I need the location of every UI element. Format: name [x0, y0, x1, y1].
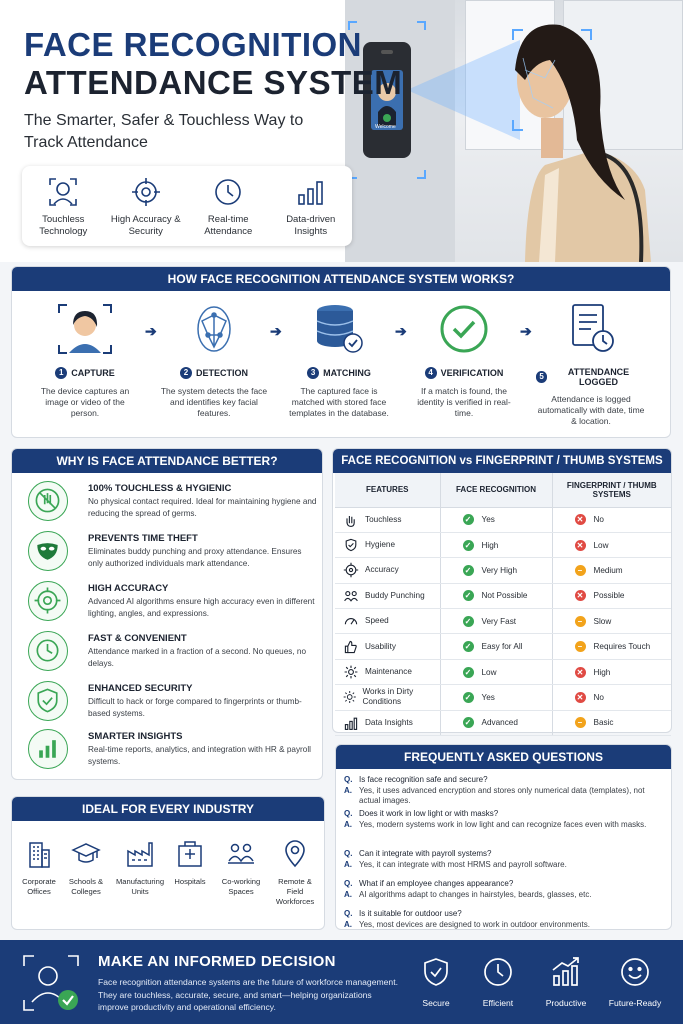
footer-item-label: Efficient — [482, 998, 514, 1008]
faq-answer: AI algorithms adapt to changes in hairstyles, beards, glasses, etc. — [359, 889, 592, 899]
coworking-icon — [226, 839, 256, 869]
step-verification — [409, 301, 519, 419]
arrow-right-icon: ➔ — [270, 323, 282, 339]
feature-name: Buddy Punching — [365, 590, 425, 600]
faq-question: What if an employee changes appearance? — [359, 879, 514, 888]
comparison-row — [335, 710, 671, 735]
industry-label: Schools & Colleges — [68, 877, 104, 896]
step-title: CAPTURE — [71, 368, 115, 378]
graduation-cap-icon — [71, 839, 101, 869]
answer-marker: A. — [344, 919, 352, 929]
industry-item — [164, 839, 216, 887]
question-marker: Q. — [344, 775, 353, 784]
industry-label: Hospitals — [174, 877, 206, 886]
shield-icon — [343, 537, 359, 553]
status-medium-icon: – — [575, 641, 586, 652]
hand-icon — [343, 512, 359, 528]
smile-icon — [619, 956, 651, 988]
industry-item — [269, 839, 321, 907]
device-status-text: Welcome — [375, 124, 396, 130]
no-touch-icon — [29, 482, 66, 519]
answer-marker: A. — [344, 859, 352, 869]
faq-section — [335, 744, 672, 930]
hero-illustration — [345, 0, 683, 262]
why-item — [28, 481, 318, 527]
faq-question: Can it integrate with payroll systems? — [359, 849, 492, 858]
status-medium-icon: – — [575, 616, 586, 627]
status-good-icon: ✓ — [463, 514, 474, 525]
hero-feature-label: High Accuracy & Security — [110, 214, 181, 237]
faq-question: Is it suitable for outdoor use? — [359, 909, 462, 918]
faq-item — [344, 849, 664, 870]
hero-feature-item — [24, 176, 102, 246]
footer-item-label: Secure — [422, 998, 450, 1008]
question-marker: Q. — [344, 809, 353, 818]
why-item-desc: Real-time reports, analytics, and integration with HR & payroll systems. — [88, 745, 311, 766]
bar-chart-icon — [343, 715, 359, 731]
comparison-section — [332, 448, 672, 733]
feature-name: Usability — [365, 641, 396, 651]
feature-name: Hygiene — [365, 540, 396, 550]
shield-icon — [421, 956, 451, 988]
step-matching — [284, 301, 394, 419]
gear-icon — [343, 664, 359, 680]
hero-section — [0, 0, 683, 262]
step-title: DETECTION — [195, 368, 248, 378]
location-pin-icon — [280, 839, 310, 869]
growth-chart-icon — [550, 956, 582, 988]
face-value: Very Fast — [481, 616, 517, 626]
arrow-right-icon: ➔ — [395, 323, 407, 339]
face-value: Low — [481, 667, 497, 677]
how-it-works-section — [11, 266, 671, 438]
step-number: 1 — [55, 367, 67, 379]
faq-question: Is face recognition safe and secure? — [359, 775, 488, 784]
industry-item — [215, 839, 267, 897]
face-value: Not Possible — [481, 591, 528, 601]
building-icon — [24, 839, 54, 869]
why-item-desc: Eliminates buddy punching and proxy attendance. Ensures only authorized individuals mark attendance. — [88, 547, 302, 568]
face-value: High — [481, 540, 499, 550]
hero-feature-label: Touchless Technology — [39, 214, 88, 237]
page-subtitle: The Smarter, Safer & Touchless Way to Track Attendance — [24, 112, 304, 151]
industry-item — [13, 839, 65, 897]
why-item-title: HIGH ACCURACY — [88, 583, 169, 594]
step-description: The system detects the face and identifies key facial features. — [160, 386, 268, 418]
why-better-section — [11, 448, 323, 780]
status-good-icon: ✓ — [463, 540, 474, 551]
sun-icon — [343, 689, 356, 705]
people-icon — [343, 588, 359, 604]
hospital-icon — [175, 839, 205, 869]
why-item — [28, 681, 318, 727]
industry-label: Co-working Spaces — [221, 877, 261, 896]
why-item — [28, 531, 318, 577]
hero-feature-label: Data-driven Insights — [286, 214, 336, 237]
status-good-icon: ✓ — [463, 565, 474, 576]
hero-photo — [345, 0, 683, 262]
question-marker: Q. — [344, 849, 353, 858]
column-header-face: FACE RECOGNITION — [440, 473, 552, 507]
bar-chart-icon — [29, 730, 66, 767]
footer-item-efficient — [468, 956, 528, 1008]
status-bad-icon: ✕ — [575, 540, 586, 551]
feature-name: Works in Dirty Conditions — [362, 687, 414, 707]
industry-label: Manufacturing Units — [115, 877, 165, 896]
why-item-title: SMARTER INSIGHTS — [88, 731, 183, 742]
clock-icon — [29, 632, 66, 669]
why-item-desc: Difficult to hack or forge compared to fingerprints or thumb-based systems. — [88, 697, 302, 718]
hero-features-card — [22, 166, 352, 246]
document-clock-icon — [561, 301, 621, 357]
footer-item-secure — [406, 956, 466, 1008]
fingerprint-value: No — [593, 692, 604, 702]
why-item-desc: No physical contact required. Ideal for maintaining hygiene and reducing the spread of germs. — [88, 497, 317, 518]
step-capture — [30, 301, 140, 419]
faq-question: Does it work in low light or with masks? — [359, 809, 499, 818]
clock-icon — [482, 956, 514, 988]
status-good-icon: ✓ — [463, 590, 474, 601]
status-good-icon: ✓ — [463, 717, 474, 728]
footer-banner — [0, 940, 683, 1024]
industry-label: Corporate Offices — [22, 877, 56, 896]
industry-item — [114, 839, 166, 897]
step-number: 5 — [536, 371, 547, 383]
comparison-row — [335, 634, 671, 659]
status-bad-icon: ✕ — [575, 590, 586, 601]
fingerprint-value: Basic — [593, 718, 614, 728]
arrow-right-icon: ➔ — [520, 323, 532, 339]
footer-item-label: Future-Ready — [608, 998, 662, 1008]
face-value: Yes — [481, 515, 495, 525]
status-good-icon: ✓ — [463, 641, 474, 652]
fingerprint-value: Medium — [593, 565, 623, 575]
faq-heading: FREQUENTLY ASKED QUESTIONS — [336, 745, 671, 769]
comparison-row — [335, 507, 671, 532]
comparison-row — [335, 609, 671, 634]
fingerprint-value: No — [593, 515, 604, 525]
answer-marker: A. — [344, 785, 352, 795]
faq-item — [344, 775, 664, 807]
target-icon — [130, 176, 162, 208]
face-value: Yes — [481, 692, 495, 702]
comparison-heading: FACE RECOGNITION vs FINGERPRINT / THUMB SYSTEMS — [333, 449, 671, 473]
question-marker: Q. — [344, 879, 353, 888]
page-title-line1: FACE RECOGNITION — [24, 26, 363, 63]
why-item — [28, 631, 318, 677]
hero-feature-item — [189, 176, 267, 246]
industry-section — [11, 796, 325, 930]
step-description: The device captures an image or video of the person. — [40, 386, 130, 418]
comparison-row — [335, 558, 671, 583]
fingerprint-value: High — [593, 667, 611, 677]
column-header-features: FEATURES — [335, 473, 440, 507]
why-item-desc: Advanced AI algorithms ensure high accuracy even in different lighting, angles, and expressions. — [88, 597, 315, 618]
footer-title: MAKE AN INFORMED DECISION — [98, 953, 336, 970]
feature-name: Data Insights — [365, 717, 413, 727]
industry-heading: IDEAL FOR EVERY INDUSTRY — [12, 797, 324, 821]
question-marker: Q. — [344, 909, 353, 918]
comparison-table — [335, 473, 671, 736]
face-value: Advanced — [481, 718, 518, 728]
hero-feature-item — [272, 176, 350, 246]
footer-item-productive — [536, 956, 596, 1008]
answer-marker: A. — [344, 889, 352, 899]
check-circle-icon — [434, 301, 494, 357]
fingerprint-value: Possible — [593, 591, 625, 601]
touchless-face-icon — [47, 176, 79, 208]
step-title: ATTENDANCE LOGGED — [567, 367, 630, 387]
footer-text: Face recognition attendance systems are the future of workforce management. They are touchless, accurate, secure, and smart—helping organizations improve productivity and operational efficiency. — [98, 977, 398, 1012]
hero-feature-label: Real-time Attendance — [204, 214, 253, 237]
step-number: 4 — [425, 367, 437, 379]
status-medium-icon: – — [575, 717, 586, 728]
hero-feature-item — [107, 176, 185, 246]
faq-answer: Yes, it can integrate with most HRMS and payroll software. — [359, 859, 567, 869]
fingerprint-value: Requires Touch — [593, 642, 651, 652]
database-check-icon — [309, 301, 369, 357]
faq-answer: Yes, it uses advanced encryption and stores only numerical data (templates), not actual images. — [359, 785, 645, 805]
shield-check-icon — [29, 682, 66, 719]
clock-icon — [212, 176, 244, 208]
mask-icon — [29, 532, 66, 569]
feature-name: Accuracy — [365, 565, 399, 575]
feature-name: Speed — [365, 616, 389, 626]
faq-answer: Yes, most devices are designed to work in outdoor environments. — [359, 919, 590, 929]
faq-item — [344, 909, 664, 930]
industry-label: Remote & Field Workforces — [275, 877, 315, 906]
answer-marker: A. — [344, 819, 352, 829]
footer-item-label: Productive — [545, 998, 587, 1008]
status-good-icon: ✓ — [463, 616, 474, 627]
status-bad-icon: ✕ — [575, 514, 586, 525]
why-item-title: 100% TOUCHLESS & HYGIENIC — [88, 483, 232, 494]
column-header-fingerprint: FINGERPRINT / THUMB SYSTEMS — [552, 473, 671, 507]
fingerprint-value: Low — [593, 540, 609, 550]
comparison-row — [335, 532, 671, 557]
comparison-row — [335, 583, 671, 608]
bar-chart-icon — [295, 176, 327, 208]
thumbs-up-icon — [343, 639, 359, 655]
how-it-works-heading: HOW FACE RECOGNITION ATTENDANCE SYSTEM WORKS? — [12, 267, 670, 291]
person-capture-icon — [55, 301, 115, 357]
status-good-icon: ✓ — [463, 667, 474, 678]
fingerprint-value: Slow — [593, 616, 612, 626]
face-mesh-icon — [184, 301, 244, 357]
face-verified-icon — [20, 952, 82, 1014]
comparison-row — [335, 659, 671, 684]
face-value: Very High — [481, 565, 517, 575]
target-icon — [343, 562, 359, 578]
status-medium-icon: – — [575, 565, 586, 576]
status-good-icon: ✓ — [463, 692, 474, 703]
speed-icon — [343, 613, 359, 629]
why-item-title: ENHANCED SECURITY — [88, 683, 193, 694]
why-item-title: PREVENTS TIME THEFT — [88, 533, 198, 544]
industry-item — [60, 839, 112, 897]
face-value: Easy for All — [481, 642, 523, 652]
step-description: Attendance is logged automatically with date, time & location. — [537, 394, 645, 426]
factory-icon — [125, 839, 155, 869]
step-attendance-logged — [536, 301, 646, 427]
why-item-desc: Attendance marked in a fraction of a second. No queues, no delays. — [88, 647, 307, 668]
step-detection — [159, 301, 269, 419]
why-better-heading: WHY IS FACE ATTENDANCE BETTER? — [12, 449, 322, 473]
step-description: The captured face is matched with stored face templates in the database. — [289, 386, 389, 418]
why-item — [28, 729, 318, 775]
step-number: 3 — [307, 367, 319, 379]
comparison-row — [335, 685, 671, 710]
step-title: MATCHING — [323, 368, 371, 378]
faq-item — [344, 809, 664, 830]
footer-item-future-ready — [605, 956, 665, 1008]
faq-item — [344, 879, 664, 900]
why-item — [28, 581, 318, 627]
faq-answer: Yes, modern systems work in low light and can recognize faces even with masks. — [359, 819, 647, 829]
step-description: If a match is found, the identity is verified in real-time. — [417, 386, 511, 418]
step-title: VERIFICATION — [440, 368, 504, 378]
target-icon — [29, 582, 66, 619]
status-bad-icon: ✕ — [575, 667, 586, 678]
status-bad-icon: ✕ — [575, 692, 586, 703]
step-number: 2 — [180, 367, 192, 379]
page-title-line2: ATTENDANCE SYSTEM — [24, 64, 403, 101]
feature-name: Maintenance — [365, 667, 412, 677]
feature-name: Touchless — [365, 514, 402, 524]
why-item-title: FAST & CONVENIENT — [88, 633, 187, 644]
arrow-right-icon: ➔ — [145, 323, 157, 339]
